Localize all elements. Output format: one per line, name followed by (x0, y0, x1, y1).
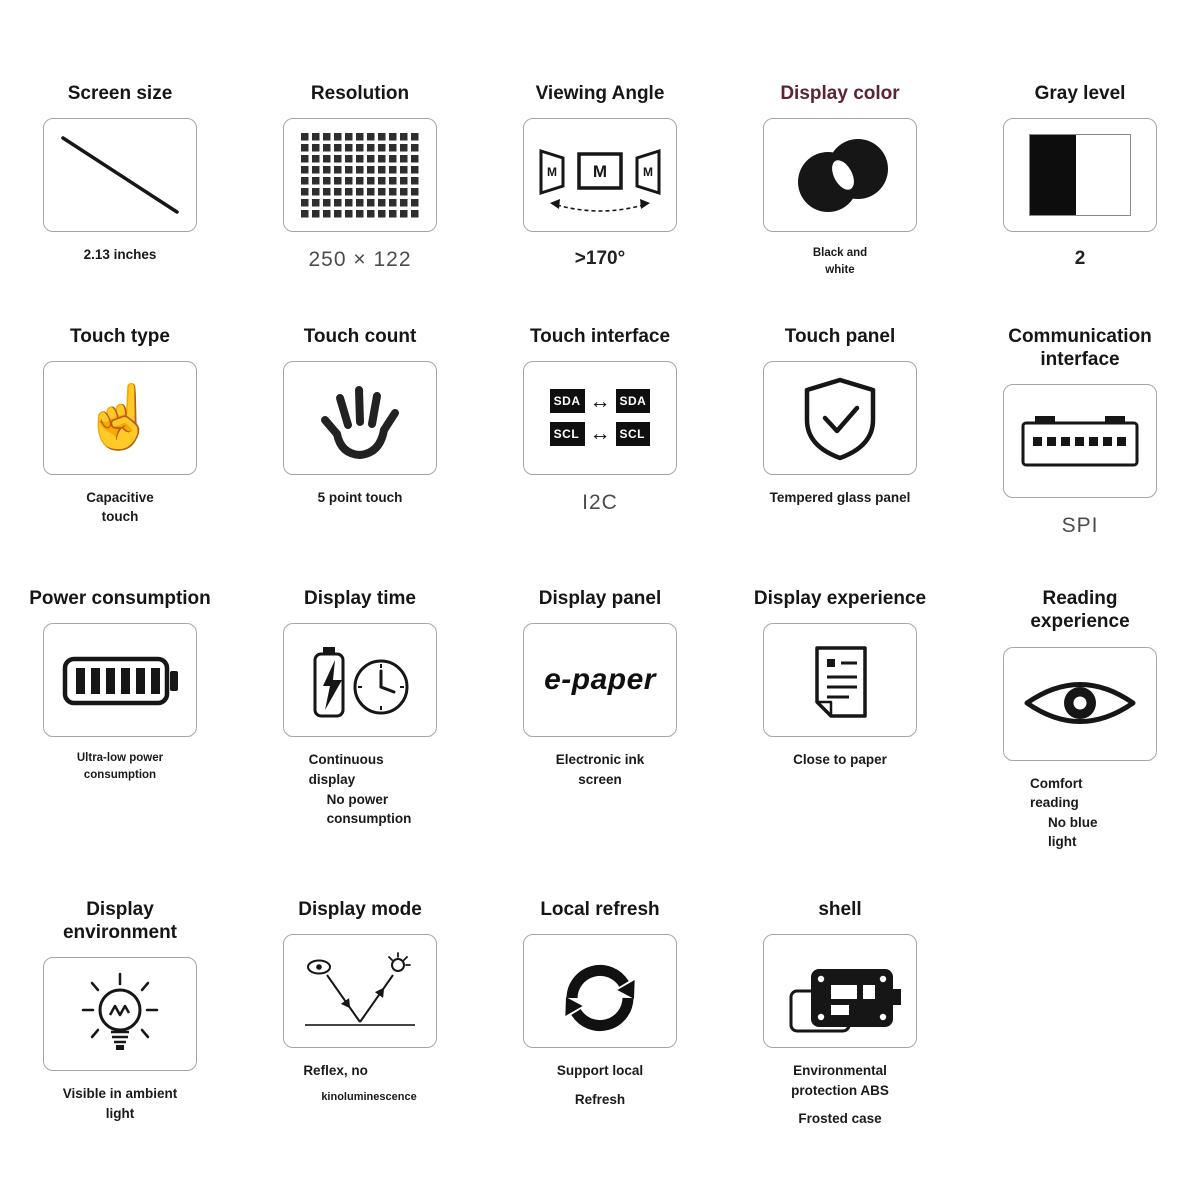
caption-line: Electronic ink (555, 752, 645, 768)
card-local-refresh (480, 898, 720, 1129)
white-swatch (1076, 135, 1130, 215)
card-caption (1030, 774, 1130, 852)
gray-level-icon (1003, 118, 1157, 232)
card-screen-size (0, 82, 240, 279)
card-title: Touch panel (784, 325, 896, 347)
card-title: Touch interface (529, 325, 671, 347)
card-caption (791, 1061, 889, 1129)
caption-line: Continuous (308, 752, 384, 768)
card-title: Power consumption (29, 588, 211, 610)
card-touch-panel (720, 325, 960, 542)
card-caption (575, 245, 625, 273)
paper-document-icon (763, 623, 917, 737)
caption-line: protection ABS (791, 1082, 889, 1098)
caption-line: 2.13 inches (83, 247, 157, 263)
caption-line: display (308, 772, 356, 788)
card-touch-type (0, 325, 240, 542)
card-power-consumption (0, 587, 240, 852)
card-gray-level (960, 82, 1200, 279)
card-communication-interface (960, 325, 1200, 542)
i2c-diagram (550, 389, 651, 446)
caption-line: Support local (556, 1063, 644, 1079)
card-caption (318, 488, 403, 508)
light-reflection-icon (283, 934, 437, 1048)
caption-line: Environmental (793, 1063, 887, 1079)
caption-line: SPI (1061, 513, 1099, 537)
card-caption (1075, 245, 1086, 273)
card-display-experience (720, 587, 960, 852)
pointing-finger-icon (43, 361, 197, 475)
card-resolution (240, 82, 480, 279)
card-title: Viewing Angle (535, 83, 665, 104)
caption-line: I2C (582, 490, 618, 514)
caption-line: >170° (574, 248, 626, 270)
i2c-bus-icon (523, 361, 677, 475)
connector-icon (1003, 384, 1157, 498)
card-shell (720, 898, 960, 1129)
caption-line: 2 (1074, 248, 1086, 270)
svg-text:M: M (592, 162, 608, 182)
card-title: Display panel (538, 588, 662, 610)
card-caption (770, 488, 911, 508)
caption-line: Reflex, no (303, 1063, 368, 1079)
card-title: Local refresh (540, 898, 660, 920)
svg-text:M: M (643, 165, 653, 180)
open-hand-icon (283, 361, 437, 475)
caption-line: reading (1030, 795, 1079, 811)
card-title: Screen size (67, 83, 173, 104)
card-title: Gray level (1034, 83, 1126, 104)
card-caption (309, 750, 412, 828)
caption-line: light (105, 1105, 135, 1121)
card-reading-experience (960, 587, 1200, 852)
caption-line: Frosted case (798, 1111, 882, 1127)
card-viewing-angle (480, 82, 720, 279)
black-swatch (1030, 135, 1076, 215)
card-caption (582, 488, 618, 518)
card-title: Display mode (298, 898, 422, 920)
e-paper-text-icon (523, 623, 677, 737)
svg-text:M: M (547, 165, 557, 180)
bus-arrows (590, 389, 611, 446)
card-title: Display time (304, 588, 416, 610)
shield-check-icon (763, 361, 917, 475)
caption-line: No power (326, 791, 389, 807)
arrow-icon: ↔ (589, 422, 611, 446)
caption-line: Comfort (1030, 775, 1083, 791)
card-display-mode (240, 898, 480, 1129)
screen-size-diagonal-icon (43, 118, 197, 232)
gray-level-swatch (1029, 134, 1131, 216)
arrow-icon: ↔ (589, 390, 611, 413)
caption-line: Tempered glass panel (769, 489, 911, 505)
card-caption (557, 1061, 643, 1109)
caption-line: touch (101, 509, 139, 525)
caption-line: light (1048, 834, 1077, 850)
caption-line: 250 × 122 (308, 248, 412, 272)
caption-line: Ultra-low power (76, 752, 164, 765)
card-display-environment (0, 898, 240, 1129)
caption-line: Close to paper (793, 752, 887, 768)
card-title: Reading experience (1030, 588, 1130, 633)
card-caption (308, 245, 411, 275)
caption-line: Capacitive (86, 489, 154, 505)
caption-line: consumption (83, 769, 157, 782)
sda-chip: SDA (616, 389, 651, 413)
caption-line: No blue (1048, 814, 1098, 830)
card-caption (793, 750, 887, 770)
card-caption (303, 1061, 416, 1106)
card-display-time (240, 587, 480, 852)
left-pin-column (550, 389, 585, 446)
card-display-color (720, 82, 960, 279)
card-title: Resolution (310, 83, 410, 104)
card-title: Touch count (303, 325, 417, 347)
card-display-panel (480, 587, 720, 852)
card-title: Display experience (753, 588, 927, 610)
pointing-finger-glyph: ☝ (81, 382, 159, 452)
caption-line: Visible in ambient (62, 1086, 178, 1102)
card-caption (63, 1084, 178, 1123)
caption-line: Black and (812, 247, 868, 260)
viewing-angle-icon (523, 118, 677, 232)
caption-line: 5 point touch (317, 489, 403, 505)
case-shell-icon (763, 934, 917, 1048)
card-caption (1062, 511, 1099, 541)
caption-line: consumption (326, 811, 412, 827)
caption-line: Refresh (574, 1091, 626, 1107)
card-title: Display environment (62, 898, 178, 944)
card-caption (556, 750, 645, 789)
battery-clock-icon (283, 623, 437, 737)
scl-chip: SCL (616, 422, 651, 446)
caption-line: kinoluminescence (321, 1090, 417, 1103)
battery-icon (43, 623, 197, 737)
card-touch-interface (480, 325, 720, 542)
card-title: Display color (780, 83, 900, 104)
caption-line: white (825, 263, 855, 276)
card-caption (77, 750, 163, 783)
card-title: shell (818, 898, 862, 920)
card-touch-count (240, 325, 480, 542)
sda-chip: SDA (550, 389, 585, 413)
caption-line: screen (578, 772, 622, 788)
pixel-grid-icon (283, 118, 437, 232)
overlapping-circles-icon (763, 118, 917, 232)
light-bulb-icon (43, 957, 197, 1071)
scl-chip: SCL (550, 422, 585, 446)
card-caption (84, 245, 157, 265)
card-caption (86, 488, 154, 527)
e-paper-wordmark: e-paper (544, 663, 656, 697)
eye-icon (1003, 647, 1157, 761)
card-caption (813, 245, 867, 278)
right-pin-column (616, 389, 651, 446)
refresh-arrows-icon (523, 934, 677, 1048)
card-title: Communication interface (1008, 325, 1152, 370)
card-title: Touch type (70, 325, 170, 347)
